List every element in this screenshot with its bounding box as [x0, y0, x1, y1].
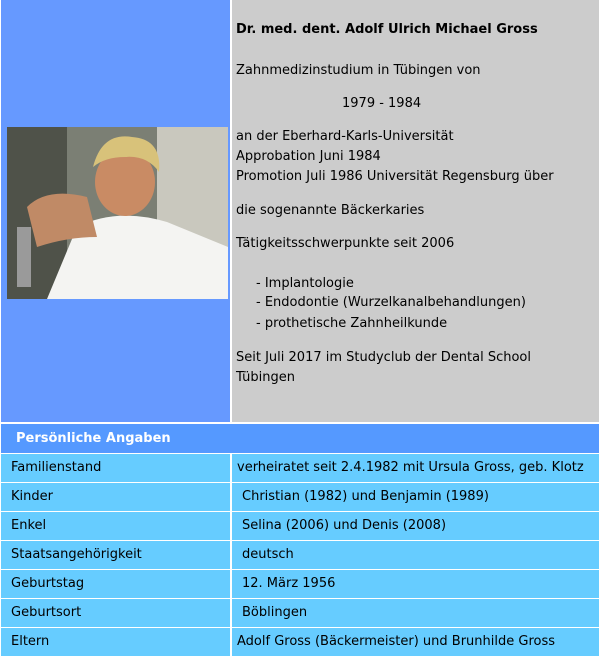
table-row [1, 541, 599, 569]
row-value-cell [232, 483, 599, 511]
row-value-cell [232, 628, 599, 656]
row-value: Christian (1982) und Benjamin (1989) [242, 489, 489, 504]
row-label-cell [1, 454, 230, 482]
row-value: 12. März 1956 [242, 576, 336, 591]
university-line: an der Eberhard-Karls-Universität [236, 129, 454, 144]
table-row [1, 454, 599, 482]
studyclub-line: Tübingen [236, 370, 295, 385]
row-label: Enkel [11, 518, 47, 533]
focus-item: - Endodontie (Wurzelkanalbehandlungen) [256, 295, 526, 310]
row-value: Böblingen [242, 605, 308, 620]
row-value-cell [232, 599, 599, 627]
row-label: Eltern [11, 634, 50, 649]
table-row [1, 628, 599, 656]
row-value-cell [232, 512, 599, 540]
table-row [1, 570, 599, 598]
studyclub-line: Seit Juli 2017 im Studyclub der Dental School [236, 350, 532, 365]
row-value-cell [232, 570, 599, 598]
row-label-cell [1, 570, 230, 598]
table-row [1, 483, 599, 511]
row-label-cell [1, 628, 230, 656]
section-title: Persönliche Angaben [16, 431, 171, 446]
row-label-cell [1, 599, 230, 627]
table-row [1, 512, 599, 540]
row-label: Geburtsort [11, 605, 82, 620]
table-row [1, 599, 599, 627]
portrait-illustration [7, 127, 228, 299]
promotion-line: Promotion Juli 1986 Universität Regensburg über [236, 169, 554, 184]
personal-info-header [1, 424, 599, 453]
photo-column [1, 0, 230, 422]
focus-item: - Implantologie [256, 276, 354, 291]
portrait-photo [7, 127, 228, 299]
study-years: 1979 - 1984 [342, 96, 422, 111]
row-label-cell [1, 483, 230, 511]
doctor-name: Dr. med. dent. Adolf Ulrich Michael Gross [236, 22, 538, 37]
row-value: Selina (2006) und Denis (2008) [242, 518, 447, 533]
row-value-cell [232, 541, 599, 569]
row-value: Adolf Gross (Bäckermeister) und Brunhilde Gross [237, 634, 556, 649]
row-label-cell [1, 512, 230, 540]
row-label: Geburtstag [11, 576, 85, 591]
row-label: Kinder [11, 489, 53, 504]
approbation-line: Approbation Juni 1984 [236, 149, 381, 164]
row-value: deutsch [242, 547, 294, 562]
study-line: Zahnmedizinstudium in Tübingen von [236, 63, 481, 78]
row-label-cell [1, 541, 230, 569]
row-value-cell [232, 454, 599, 482]
row-value: verheiratet seit 2.4.1982 mit Ursula Gross, geb. Klotz [237, 460, 584, 475]
row-label: Familienstand [11, 460, 102, 475]
focus-heading: Tätigkeitsschwerpunkte seit 2006 [236, 236, 455, 251]
topic-line: die sogenannte Bäckerkaries [236, 203, 425, 218]
focus-item: - prothetische Zahnheilkunde [256, 316, 448, 331]
row-label: Staatsangehörigkeit [11, 547, 142, 562]
